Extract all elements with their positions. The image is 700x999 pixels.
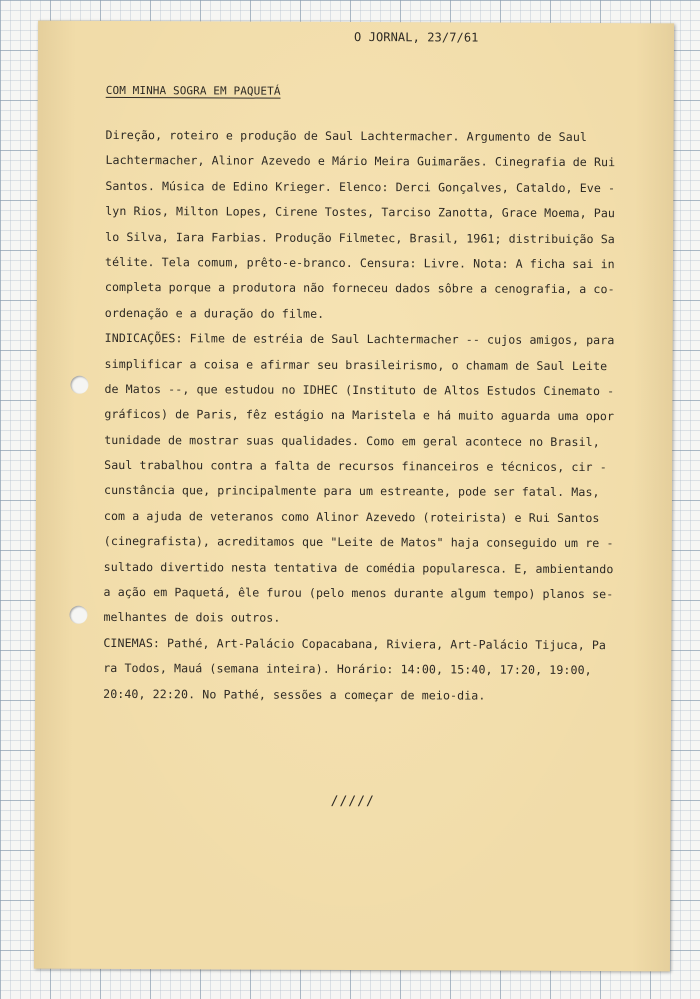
end-mark: ///// bbox=[330, 793, 375, 810]
punch-hole-bottom bbox=[69, 606, 87, 624]
text-line: 20:40, 22:20. No Pathé, sessões a começar de meio-dia. bbox=[103, 686, 486, 703]
text-line: melhantes de dois outros. bbox=[103, 610, 281, 626]
film-title: COM MINHA SOGRA EM PAQUETÁ bbox=[105, 83, 281, 98]
text-line: completa porque a produtora não forneceu dados sôbre a cenografia, a co- bbox=[104, 280, 615, 297]
text-line: télite. Tela comum, prêto-e-branco. Censura: Livre. Nota: A ficha sai in bbox=[104, 254, 615, 272]
typewritten-page bbox=[34, 21, 674, 972]
text-line: cunstância que, principalmente para um estreante, pode ser fatal. Mas, bbox=[103, 483, 600, 500]
text-line: gráficos) de Paris, fêz estágio na Maristela e há muito aguarda uma opor bbox=[104, 407, 615, 424]
text-line: lyn Rios, Milton Lopes, Cirene Tostes, Tarciso Zanotta, Grace Moema, Pau bbox=[105, 204, 616, 221]
text-line: tunidade de mostrar suas qualidades. Como em geral acontece no Brasil, bbox=[104, 432, 600, 449]
text-line: ordenação e a duração do filme. bbox=[104, 305, 325, 321]
newspaper-date-header: O JORNAL, 23/7/61 bbox=[353, 29, 479, 45]
text-line: lo Silva, Iara Farbias. Produção Filmetec, Brasil, 1961; distribuição Sa bbox=[105, 229, 615, 246]
text-line: sultado divertido nesta tentativa de comédia popularesca. E, ambientando bbox=[103, 559, 614, 576]
text-line: a ação em Paquetá, êle furou (pelo menos durante algum tempo) planos se- bbox=[103, 584, 614, 602]
text-line: Santos. Música de Edino Krieger. Elenco: Derci Gonçalves, Cataldo, Eve - bbox=[105, 178, 616, 195]
text-line: Saul trabalhou contra a falta de recursos financeiros e técnicos, cir - bbox=[104, 457, 607, 475]
text-line: simplificar a coisa e afirmar seu brasileirismo, o chamam de Saul Leite bbox=[104, 356, 608, 373]
review-body bbox=[103, 123, 658, 709]
text-line: ra Todos, Mauá (semana inteira). Horário: 14:00, 15:40, 17:20, 19:00, bbox=[103, 661, 592, 678]
cinemas-heading-line: CINEMAS: Pathé, Art-Palácio Copacabana, Riviera, Art-Palácio Tijuca, Pa bbox=[103, 635, 607, 652]
text-line: Lachtermacher, Alinor Azevedo e Mário Meira Guimarães. Cinegrafia de Rui bbox=[105, 153, 616, 170]
text-line: Direção, roteiro e produção de Saul Lachtermacher. Argumento de Saul bbox=[105, 127, 588, 145]
text-line: de Matos --, que estudou no IDHEC (Instituto de Altos Estudos Cinemato - bbox=[104, 381, 615, 399]
text-line: (cinegrafista), acreditamos que "Leite de Matos" haja conseguido um re - bbox=[103, 534, 614, 551]
text-line: com a ajuda de veteranos como Alinor Azevedo (roteirista) e Rui Santos bbox=[103, 508, 600, 525]
punch-hole-top bbox=[70, 376, 88, 394]
indicacoes-heading-line: INDICAÇÕES: Filme de estréia de Saul Lachtermacher -- cujos amigos, para bbox=[104, 331, 615, 348]
